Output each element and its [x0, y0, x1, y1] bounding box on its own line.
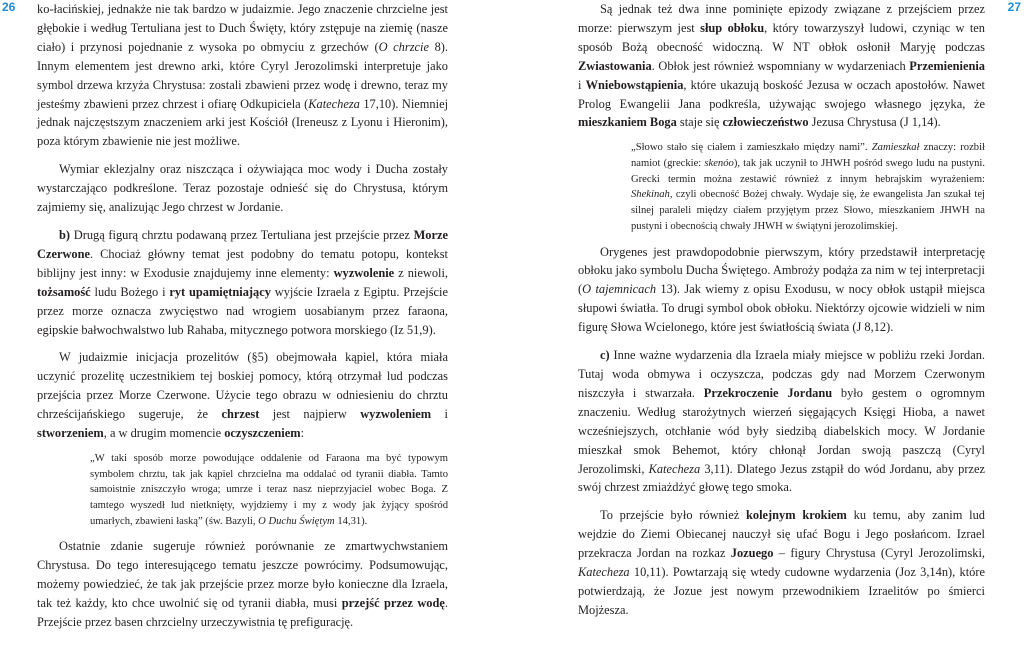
text-run: . Chociaż główny temat jest podobny do tematu potopu, kontekst biblijny jest inny: w Exodusie znajdujemy inne elementy:: [37, 246, 448, 280]
bold-term: Przemienienia: [909, 58, 985, 73]
text-run: 3,11). Dlatego Jezus zstąpił do wód Jordanu, aby przez swój chrzest zmiażdżyć głowę tego smoka.: [578, 461, 985, 495]
text-run: znaczy: rozbił namiot (greckie:: [631, 142, 985, 170]
text-run: 8). Innym elementem jest drewno arki, które Cyryl Jerozolimski interpretuje jako symbol drzewa krzyża Chrystusa: zostali zbawieni przez wodę i drewno, teraz my jesteśmy zbawieni przez chrzest i ofiarę Odkupiciela (: [37, 39, 448, 111]
text-run: ku temu, aby zanim lud wejdzie do Ziemi Obiecanej nauczył się ufać Bogu i Jego posłańcom. Izrael przekracza Jordan na rozkaz: [578, 508, 985, 561]
right-page: [578, 0, 985, 620]
left-page: [37, 0, 448, 632]
bold-term: chrzest: [221, 407, 260, 422]
bold-term: przejść przez wodę: [341, 596, 445, 611]
bold-term: słup obłoku: [700, 20, 765, 35]
italic-reference: Katecheza: [578, 565, 630, 580]
bold-term: Morze Czerwone: [37, 227, 448, 261]
text-run: :: [300, 426, 305, 441]
bold-term: ryt upamiętniający: [169, 284, 271, 299]
left-paragraph-4: [37, 348, 448, 443]
italic-reference: O chrzcie: [378, 39, 429, 54]
right-quote: [631, 140, 985, 234]
text-run: ko-łacińskiej, jednakże nie tak bardzo w judaizmie. Jego znaczenie chrzcielne jest głębokie i według Tertuliana jest to Duch Święty, który zstępuje na ziemię (nasze ciało) i przynosi pojednanie z wysoka po obmyciu z grzechów (: [37, 2, 448, 54]
italic-reference: O Duchu Świętym: [258, 515, 335, 527]
italic-reference: Katecheza: [648, 461, 701, 476]
bold-term: c): [600, 348, 610, 363]
left-paragraph-3: [37, 226, 448, 339]
bold-term: Zwiastowania: [578, 58, 652, 73]
bold-term: kolejnym krokiem: [745, 508, 847, 523]
left-paragraph-2: [37, 160, 448, 217]
text-run: wyjście Izraela z Egiptu. Przejście przez morze oznacza zwycięstwo nad wrogiem uosabianym przez faraona, egipskie bałwochwalstwo lub Rahaba, mitycznego potwora morskiego (Iz 51,9).: [37, 284, 448, 337]
italic-reference: Katecheza: [308, 96, 360, 111]
text-run: – figury Chrystusa (Cyryl Jerozolimski,: [773, 546, 985, 561]
text-run: było gestem o ogromnym znaczeniu. Według starożytnych wierzeń sięgających Księgi Hioba, a nawet wcześniejszych, otchłanie wód były siedzibą diabelskich mocy. W Jordanie mieszkał smok Behemot, który chłonął Jordan swoją paszczą (Cyryl Jerozolimski,: [578, 385, 985, 476]
right-paragraph-2: [578, 243, 985, 338]
text-run: ), tak jak uczynił to JHWH pośród swego ludu na pustyni. Grecki termin można zestawić również z innym hebrajskim wyrażeniem:: [631, 158, 985, 185]
page-number-left: 26: [2, 0, 16, 14]
left-quote-text: [90, 451, 448, 530]
bold-term: wyzwoleniem: [360, 407, 432, 422]
italic-reference: skenóo: [704, 158, 734, 170]
left-paragraph-1: [37, 0, 448, 151]
right-quote-text: [631, 140, 985, 234]
text-run: Inne ważne wydarzenia dla Izraela miały miejsce w pobliżu rzeki Jordan. Tutaj woda obmywa i oczyszcza, podczas gdy nad Morzem Czerwonym niszczyła i stwarzała.: [578, 348, 985, 400]
right-paragraph-1: [578, 0, 985, 132]
italic-reference: Shekinah: [631, 189, 670, 201]
text-run: z niewoli,: [394, 265, 448, 280]
bold-term: stworzeniem: [37, 426, 104, 441]
text-run: Ostatnie zdanie sugeruje również porównanie ze zmartwychwstaniem Chrystusa. Do tego interesującego tematu jeszcze powrócimy. Podsumowując, możemy powiedzieć, że tak jak przejście przez morze było konieczne dla Izraela, tak też każdy, kto chce uwolnić się od tyranii diabła, musi: [37, 539, 448, 611]
bold-term: oczyszczeniem: [224, 426, 301, 441]
text-run: To przejście było również: [600, 508, 746, 523]
text-run: 13). Jak wiemy z opisu Exodusu, w nocy obłok ustąpił miejsca słupowi światła. To drugi symbol obok obłoku. Niektórzy ojcowie widzieli w nim figurę Słowa Wcielonego, które jest światłością świata (J 8,12).: [578, 282, 985, 335]
text-run: , czyli obecność Bożej chwały. Wydaje się, że ewangelista Jan szukał tej silnej paraleli między ciałem przyjętym przez Słowo, mieszkaniem JHWH na pustyni i obecnością chwały JHWH w świątyni jerozolimskiej.: [631, 189, 985, 232]
bold-term: Jozuego: [730, 546, 774, 561]
text-run: ludu Bożego i: [90, 284, 170, 299]
right-paragraph-3: [578, 346, 985, 497]
text-run: , który towarzyszył ludowi, czyniąc w ten sposób Bożą obecność widoczną. W NT obłok osłonił Maryję podczas: [578, 20, 986, 54]
text-run: „Słowo stało się ciałem i zamieszkało między nami”.: [631, 142, 872, 154]
bold-term: wyzwolenie: [333, 265, 395, 280]
text-run: , które ukazują boskość Jezusa w oczach apostołów. Nawet Prolog Ewangelii Jana podkreśla, używając swojego własnego języka, że: [578, 77, 986, 111]
right-paragraph-4: [578, 506, 985, 619]
bold-term: b): [59, 227, 71, 242]
text-run: staje się: [676, 115, 723, 130]
text-run: W judaizmie inicjacja prozelitów (§5) obejmowała kąpiel, która miała uczynić prozelitę uczestnikiem tej boskiej pomocy, którą otrzymał lud podczas przejścia przez Morze Czerwone. Użycie tego obrazu w odniesieniu do chrztu chrześcijańskiego sugeruje, że: [37, 350, 448, 422]
text-run: jest najpierw: [259, 407, 361, 422]
text-run: Orygenes jest prawdopodobnie pierwszym, który przedstawił interpretację obłoku jako symbolu Ducha Świętego. Ambroży podąża za nim w tej interpretacji (: [578, 244, 985, 297]
bold-term: człowieczeństwo: [722, 115, 809, 130]
text-run: Są jednak też dwa inne pominięte epizody związane z przejściem przez morze: pierwszym jest: [578, 2, 985, 35]
italic-reference: Zamieszkał: [871, 142, 920, 154]
page-number-right: 27: [1007, 0, 1021, 14]
text-run: Wymiar eklezjalny oraz niszcząca i ożywiająca moc wody i Ducha zostały wystarczająco podkreślone. Teraz pozostaje odnieść się do Chrystusa, którym zajmiemy się, analizując Jego chrzest w Jordanie.: [37, 162, 448, 215]
text-run: i: [578, 77, 586, 92]
text-run: i: [431, 407, 448, 422]
left-paragraph-5: [37, 537, 448, 632]
left-quote: [90, 451, 448, 530]
bold-term: mieszkaniem Boga: [578, 115, 677, 130]
text-run: 17,10). Niemniej jednak najczęstszym znaczeniem arki jest Kościół (Ireneusz z Lyonu i Hieronim), poza którym zbawienie nie jest możliwe.: [37, 96, 449, 149]
text-run: . Obłok jest również wspomniany w wydarzeniach: [651, 58, 910, 73]
bold-term: Wniebowstąpienia: [585, 77, 684, 92]
text-run: Drugą figurą chrztu podawaną przez Tertuliana jest przejście przez: [70, 227, 414, 242]
text-run: Jezusa Chrystusa (J 1,14).: [808, 115, 941, 130]
text-run: 10,11). Powtarzają się wtedy cudowne wydarzenia (Joz 3,14n), które potwierdzają, że Jozue jest nowym przewodnikiem Izraelitów po śmierci Mojżesza.: [578, 565, 985, 617]
text-run: „W taki sposób morze powodujące oddalenie od Faraona ma być typowym symbolem chrztu, tak jak kąpiel chrzcielna ma oddalać od tyranii diabła. Tamto samoistnie zniszczyło wroga; umrze i teraz nasz nieprzyjaciel wobec Boga. Z tamtego wyszedł lud nietknięty, wyjdziemy i my z wody jak żyjący spośród umarłych, zbawieni łaską” (św. Bazyli,: [90, 452, 448, 527]
italic-reference: O tajemnicach: [582, 282, 657, 297]
bold-term: tożsamość: [37, 284, 91, 299]
text-run: , a w drugim momencie: [103, 426, 225, 441]
text-run: . Przejście przez basen chrzcielny urzeczywistnia tę prefigurację.: [37, 596, 448, 630]
bold-term: Przekroczenie Jordanu: [703, 385, 833, 400]
text-run: 14,31).: [334, 515, 368, 527]
